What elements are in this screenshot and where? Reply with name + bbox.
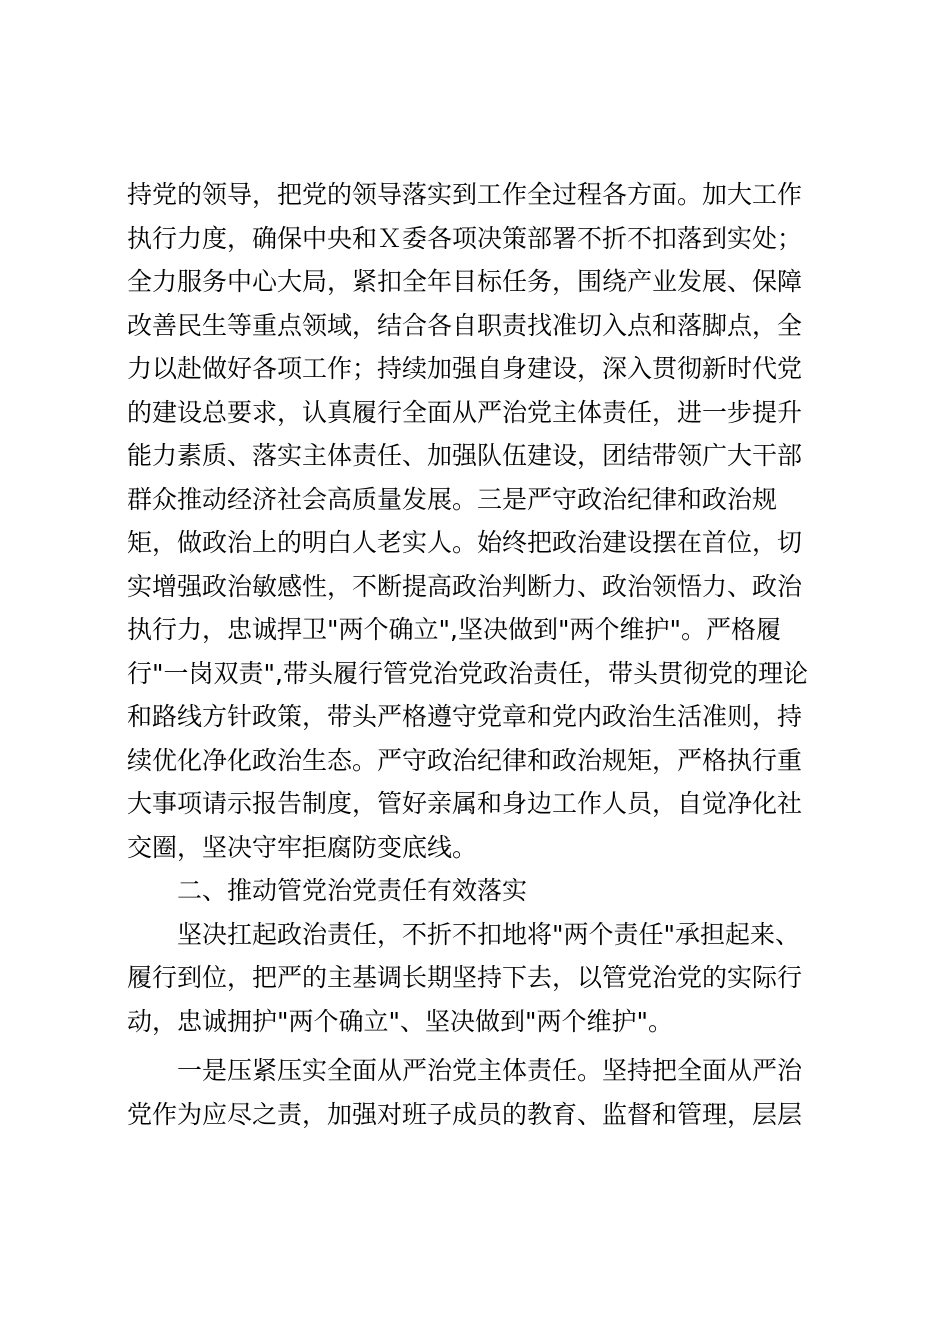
paragraph-continued (127, 173, 827, 869)
text-line: 群众推动经济社会高质量发展。三是严守政治纪律和政治规 (127, 484, 778, 514)
section-heading (127, 869, 827, 913)
text-line: 的建设总要求，认真履行全面从严治党主体责任，进一步提升 (127, 397, 803, 427)
text-line: 一是压紧压实全面从严治党主体责任。坚持把全面从严治 (177, 1056, 803, 1085)
section-heading-text: 二、推动管党治党责任有效落实 (177, 876, 528, 905)
text-line: 行"一岗双责",带头履行管党治党政治责任，带头贯彻党的理论 (127, 658, 808, 688)
text-line: 改善民生等重点领域，结合各自职责找准切入点和落脚点，全 (127, 310, 803, 340)
document-body (127, 173, 827, 1136)
text-line: 矩，做政治上的明白人老实人。始终把政治建设摆在首位，切 (127, 528, 803, 557)
text-line: 实增强政治敏感性，不断提高政治判断力、政治领悟力、政治 (127, 571, 803, 601)
text-line: 执行力度，确保中央和Ｘ委各项决策部署不折不扣落到实处； (127, 223, 803, 253)
text-line: 能力素质、落实主体责任、加强队伍建设，团结带领广大干部 (127, 441, 803, 470)
text-line: 动，忠诚拥护"两个确立"、坚决做到"两个维护"。 (127, 1006, 673, 1036)
paragraph (127, 913, 827, 1044)
text-line: 大事项请示报告制度，管好亲属和身边工作人员，自觉净化社 (127, 789, 803, 818)
text-line: 力以赴做好各项工作；持续加强自身建设，深入贯彻新时代党 (127, 354, 803, 383)
text-line: 和路线方针政策，带头严格遵守党章和党内政治生活准则，持 (127, 702, 803, 731)
text-line: 党作为应尽之责，加强对班子成员的教育、监督和管理，层层 (127, 1099, 803, 1129)
text-line: 交圈，坚决守牢拒腐防变底线。 (127, 832, 478, 862)
text-line: 全力服务中心大局，紧扣全年目标任务，围绕产业发展、保障 (127, 267, 803, 296)
paragraph (127, 1049, 827, 1136)
text-line: 续优化净化政治生态。严守政治纪律和政治规矩，严格执行重 (127, 745, 803, 775)
text-line: 坚决扛起政治责任，不折不扣地将"两个责任"承担起来、 (177, 919, 801, 949)
text-line: 履行到位，把严的主基调长期坚持下去，以管党治党的实际行 (127, 963, 803, 992)
text-line: 持党的领导，把党的领导落实到工作全过程各方面。加大工作 (127, 180, 803, 209)
text-line: 执行力，忠诚捍卫"两个确立",坚决做到"两个维护"。严格履 (127, 615, 781, 644)
